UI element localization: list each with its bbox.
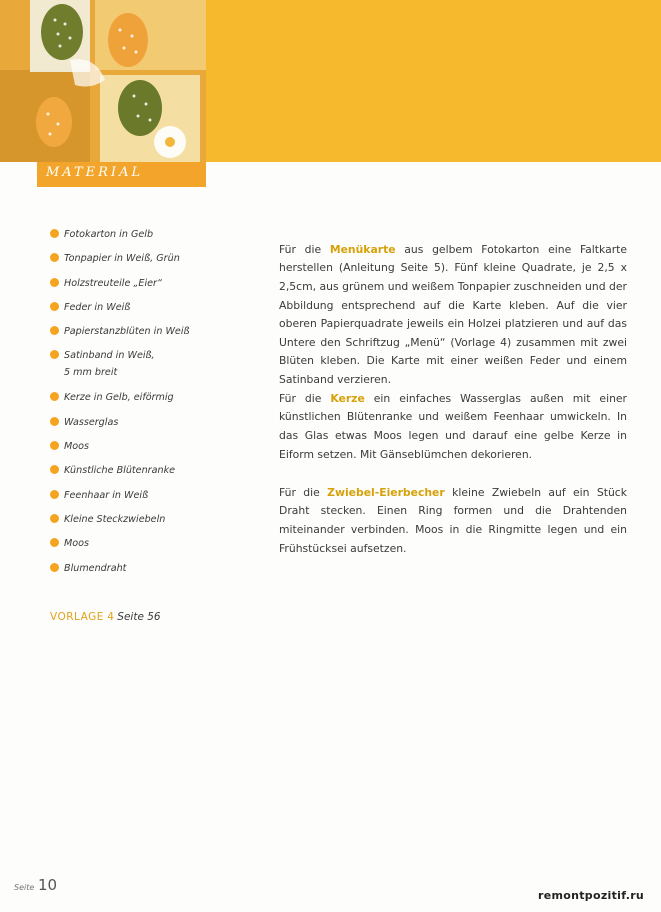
page-label: Seite — [14, 883, 35, 892]
bullet-icon — [50, 538, 59, 547]
bullet-icon — [50, 465, 59, 474]
bullet-icon — [50, 302, 59, 311]
bullet-icon — [50, 490, 59, 499]
bullet-icon — [50, 229, 59, 238]
photo-illustration — [0, 0, 206, 162]
instruction-paragraph-candle: Für die Kerze ein einfaches Wasserglas außen mit einer künstlichen Blütenranke und weißem Feenhaar umwickeln. In das Glas etwas Moos legen und darauf eine gelbe Kerze in Eiform setzen. Mit Gänseblümchen dekorieren. — [279, 391, 627, 461]
template-reference: VORLAGE 4 Seite 56 — [50, 611, 161, 623]
bullet-icon — [50, 441, 59, 450]
highlight-egg-cups: Zwiebel-Eierbecher — [327, 485, 445, 499]
highlight-menu-card: Menükarte — [329, 242, 396, 256]
bullet-icon — [50, 253, 59, 262]
bullet-icon — [50, 350, 59, 359]
easter-eggs-photo — [0, 0, 206, 162]
bullet-icon — [50, 326, 59, 335]
material-heading: MATERIAL — [46, 165, 144, 180]
page-number: 10 — [38, 876, 58, 894]
bullet-icon — [50, 417, 59, 426]
watermark: remontpozitif.ru — [538, 889, 645, 902]
instruction-paragraph-egg-cups: Für die Zwiebel-Eierbecher kleine Zwiebeln auf ein Stück Draht stecken. Einen Ring formen und die Drahtenden miteinander verbinden. Moos in die Ringmitte legen und ein Frühstücksei aufsetzen. — [279, 485, 627, 555]
instruction-paragraph-menu-card: Für die Menükarte aus gelbem Fotokarton eine Faltkarte herstellen (Anleitung Seite 5). Fünf kleine Quadrate, je 2,5 x 2,5cm, aus grünem und weißem Tonpapier zuschneiden und der Abbildung entsprechend auf die Karte kleben. Auf die vier oberen Papierquadrate jeweils ein Holzei platzieren und auf das Untere den Schriftzug „Menü“ (Vorlage 4) zusammen mit zwei Blüten kleben. Die Karte mit einer weißen Feder und einem Satinband verzieren. — [279, 242, 628, 386]
highlight-candle: Kerze — [330, 391, 365, 405]
bullet-icon — [50, 392, 59, 401]
bullet-icon — [50, 563, 59, 572]
bullet-icon — [50, 278, 59, 287]
bullet-icon — [50, 514, 59, 523]
